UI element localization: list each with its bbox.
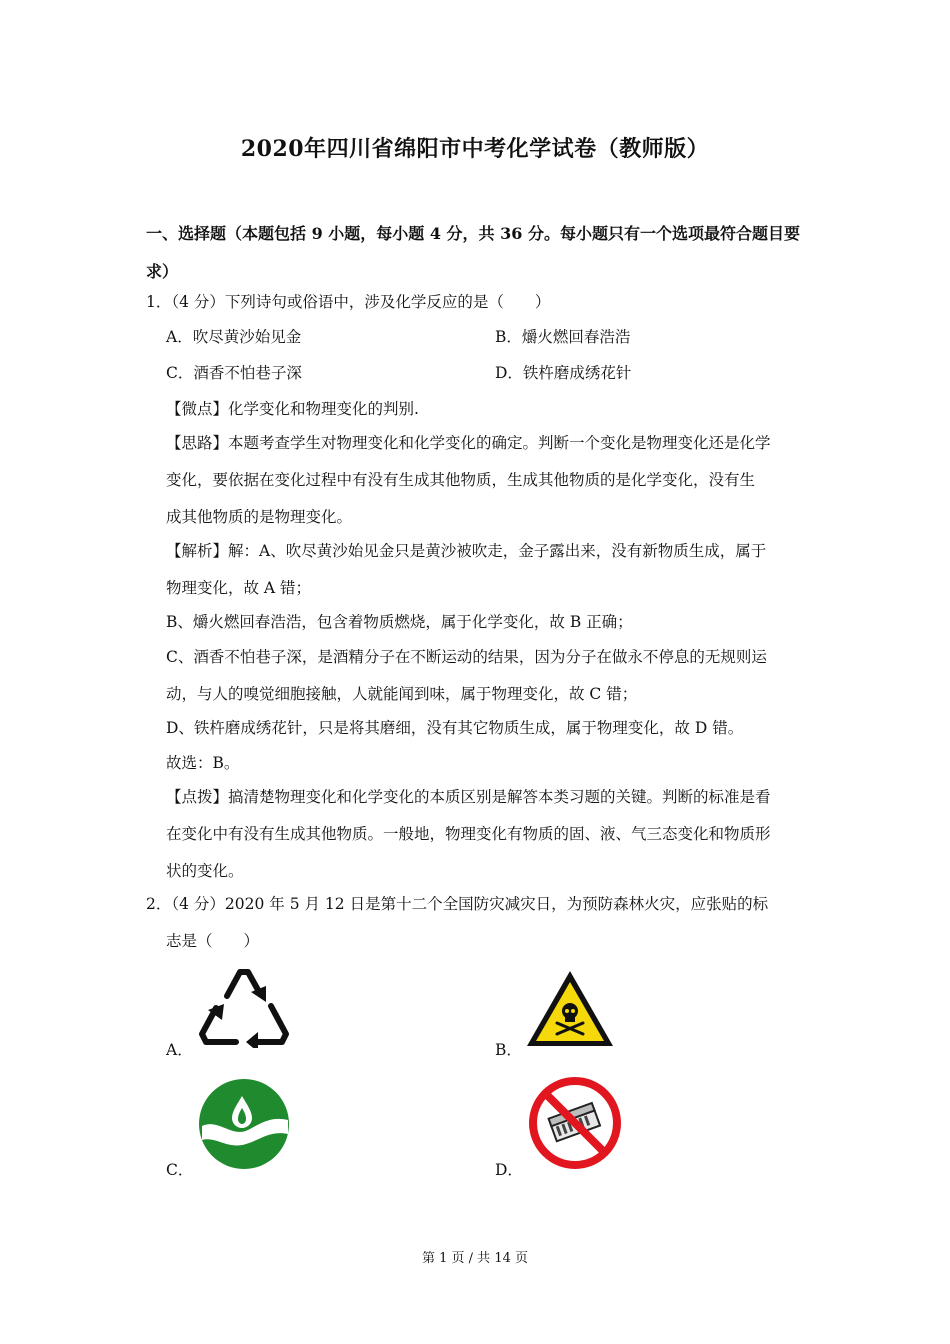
q1-jiexi-line: B、爝火燃回春浩浩，包含着物质燃烧，属于化学变化，故 B 正确；	[166, 613, 633, 631]
page-footer: 第 1 页 / 共 14 页	[422, 1251, 528, 1266]
q1-dianbo-line: 【点拨】搞清楚物理变化和化学变化的本质区别是解答本类习题的关键。判断的标准是看	[166, 788, 771, 806]
q1-option-b: B．爝火燃回春浩浩	[495, 328, 631, 346]
no-matches-icon	[528, 1076, 622, 1170]
question-1-stem: 1．（4 分）下列诗句或俗语中，涉及化学反应的是（ ）	[146, 293, 551, 311]
q2-option-b-label: B．	[495, 1041, 522, 1059]
q1-dianbo-line: 在变化中有没有生成其他物质。一般地，物理变化有物质的固、液、气三态变化和物质形	[166, 825, 771, 843]
q2-option-a-label: A．	[166, 1041, 193, 1059]
q1-option-c: C．酒香不怕巷子深	[166, 364, 302, 382]
question-2-stem-cont: 志是（ ）	[166, 932, 260, 950]
q2-option-c-label: C．	[166, 1161, 194, 1179]
q1-option-a: A．吹尽黄沙始见金	[166, 328, 302, 346]
q2-option-d-label: D．	[495, 1161, 523, 1179]
q1-dianbo-line: 状的变化。	[166, 862, 244, 880]
q1-jiexi-line: C、酒香不怕巷子深，是酒精分子在不断运动的结果，因为分子在做永不停息的无规则运	[166, 648, 767, 666]
recycle-icon	[196, 960, 292, 1048]
q1-silu-line: 变化，要依据在变化过程中有没有生成其他物质，生成其他物质的是化学变化，没有生	[166, 471, 756, 489]
section-heading-line2: 求）	[146, 262, 179, 281]
q1-silu-line: 成其他物质的是物理变化。	[166, 508, 353, 526]
question-2-stem: 2．（4 分）2020 年 5 月 12 日是第十二个全国防灾减灾日，为预防森林火灾，应张贴的标	[146, 895, 769, 913]
q1-answer: 故选：B。	[166, 754, 240, 772]
section-heading-line1: 一、选择题（本题包括 9 小题，每小题 4 分，共 36 分。每小题只有一个选项最符合题目要	[146, 224, 800, 243]
page-title: 2020年四川省绵阳市中考化学试卷（教师版）	[240, 136, 710, 162]
q1-jiexi-line: 物理变化，故 A 错；	[166, 579, 312, 597]
q1-jiexi-line: D、铁杵磨成绣花针，只是将其磨细，没有其它物质生成，属于物理变化，故 D 错。	[166, 719, 744, 737]
q1-silu-line: 【思路】本题考查学生对物理变化和化学变化的确定。判断一个变化是物理变化还是化学	[166, 434, 771, 452]
water-saving-icon	[198, 1078, 290, 1170]
q1-weidian: 【微点】化学变化和物理变化的判别.	[166, 400, 419, 418]
q1-jiexi-line: 动，与人的嗅觉细胞接触，人就能闻到味，属于物理变化，故 C 错；	[166, 685, 638, 703]
toxic-warning-icon	[524, 968, 616, 1050]
q1-option-d: D．铁杵磨成绣花针	[495, 364, 632, 382]
q1-jiexi-line: 【解析】解：A、吹尽黄沙始见金只是黄沙被吹走，金子露出来，没有新物质生成，属于	[166, 542, 767, 560]
